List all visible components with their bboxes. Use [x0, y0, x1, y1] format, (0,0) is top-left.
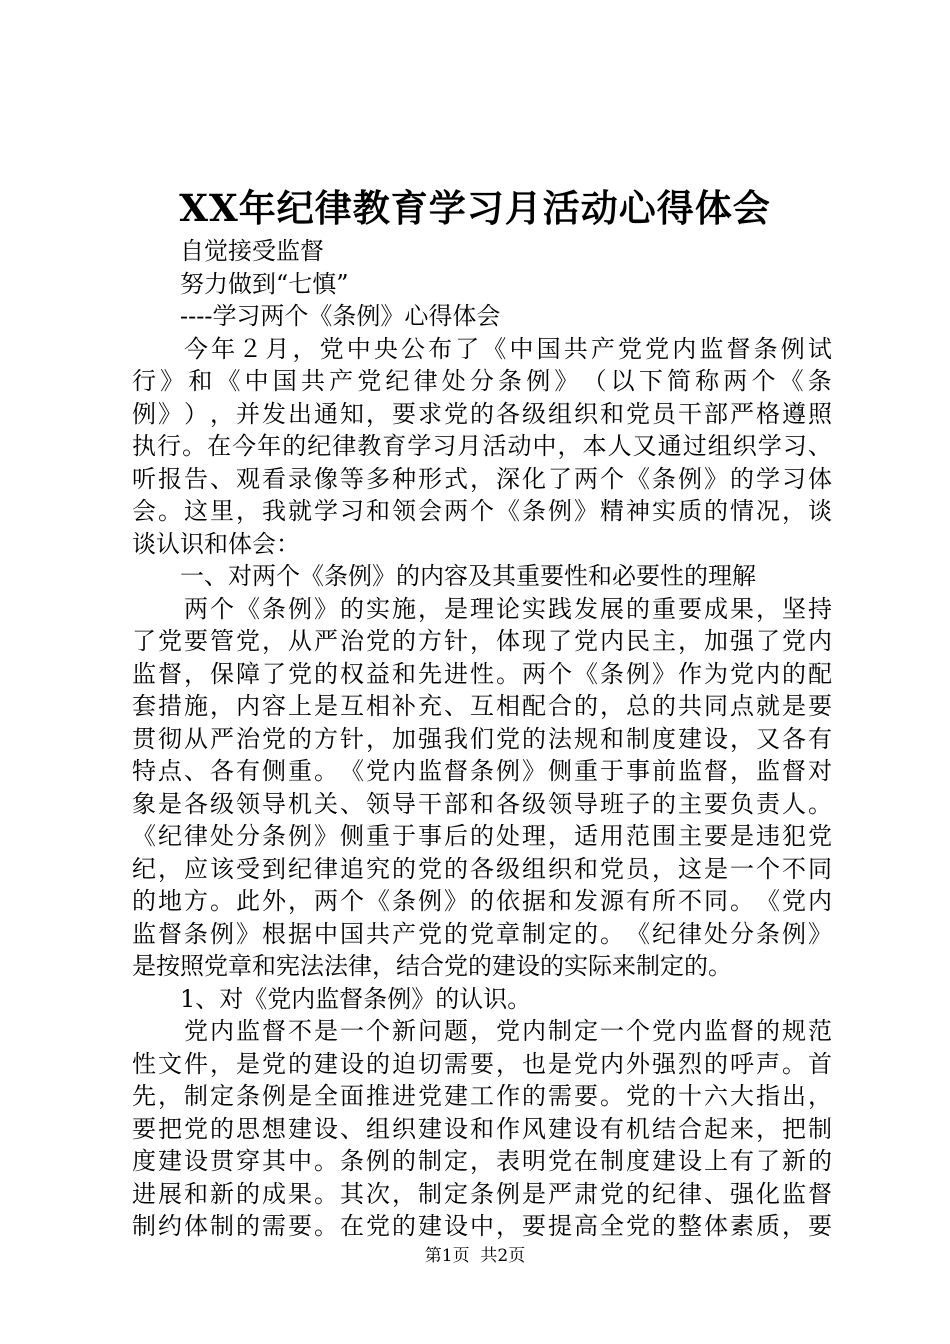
- body-line: 两 个 《 条 例 》 的 实 施 ， 是 理 论 实 践 发 展 的 重 要 成 果 ， 坚 持: [184, 594, 832, 623]
- body-line: 性 文 件 ， 是 党 的 建 设 的 迫 切 需 要 ， 也 是 党 内 外 强 烈 的 呼 声 。 首: [132, 1049, 832, 1078]
- body-line: 是按照党章和宪法法律，结合党的建设的实际来制定的。: [132, 952, 732, 980]
- document-body: [132, 235, 832, 1243]
- body-line: 《 纪 律 处 分 条 例 》 侧 重 于 事 后 的 处 理 ， 适 用 范 围 主 要 是 违 犯 党: [132, 822, 832, 850]
- body-line: 党 内 监 督 不 是 一 个 新 问 题 ， 党 内 制 定 一 个 党 内 监 督 的 规 范: [184, 1017, 832, 1045]
- body-line: 一、对两个《条例》的内容及其重要性和必要性的理解: [180, 562, 756, 590]
- body-line: 度 建 设 贯 穿 其 中 。 条 例 的 制 定 ， 表 明 党 在 制 度 建 设 上 有 了 新 的: [132, 1147, 832, 1175]
- body-line: ----学习两个《条例》心得体会: [180, 302, 501, 330]
- body-line: 行 》 和 《 中 国 共 产 党 纪 律 处 分 条 例 》 （ 以 下 简 称 两 个 《 条: [132, 367, 832, 395]
- body-line: 套 措 施 ， 内 容 上 是 互 相 补 充 、 互 相 配 合 的 ， 总 的 共 同 点 就 是 要: [132, 692, 832, 720]
- body-line: 要 把 党 的 思 想 建 设 、 组 织 建 设 和 作 风 建 设 有 机 结 合 起 来 ， 把 制: [132, 1114, 832, 1143]
- body-line: 执 行 。 在 今 年 的 纪 律 教 育 学 习 月 活 动 中 ， 本 人 又 通 过 组 织 学 习 、: [132, 432, 832, 460]
- body-line: 监 督 条 例 》 根 据 中 国 共 产 党 的 党 章 制 定 的 。 《 纪 律 处 分 条 例 》: [132, 919, 832, 948]
- body-line: 特 点 、 各 有 侧 重 。 《 党 内 监 督 条 例 》 侧 重 于 事 前 监 督 ， 监 督 对: [132, 757, 832, 785]
- body-line: 自觉接受监督: [180, 237, 324, 265]
- body-line: 先 ， 制 定 条 例 是 全 面 推 进 党 建 工 作 的 需 要 。 党 的 十 六 大 指 出 ，: [132, 1082, 832, 1110]
- body-line: 了 党 要 管 党 ， 从 严 治 党 的 方 针 ， 体 现 了 党 内 民 主 ， 加 强 了 党 内: [132, 627, 832, 655]
- body-line: 贯 彻 从 严 治 党 的 方 针 ， 加 强 我 们 党 的 法 规 和 制 度 建 设 ， 又 各 有: [132, 724, 832, 753]
- body-line: 例 》 ） ， 并 发 出 通 知 ， 要 求 党 的 各 级 组 织 和 党 员 干 部 严 格 遵 照: [132, 399, 832, 428]
- page-number-footer: 第1页 共2页: [424, 1246, 526, 1266]
- body-line: 努力做到“七慎”: [180, 269, 349, 298]
- body-line: 今 年 ２ 月 ， 党 中 央 公 布 了 《 中 国 共 产 党 党 内 监 督 条 例 试: [184, 334, 832, 363]
- document-title: XX年纪律教育学习月活动心得体会: [179, 186, 771, 230]
- body-line: 制 约 体 制 的 需 要 。 在 党 的 建 设 中 ， 要 提 高 全 党 的 整 体 素 质 ， 要: [132, 1212, 832, 1240]
- body-line: 的 地 方 。 此 外 ， 两 个 《 条 例 》 的 依 据 和 发 源 有 所 不 同 。 《 党 内: [132, 887, 832, 915]
- body-line: 象 是 各 级 领 导 机 关 、 领 导 干 部 和 各 级 领 导 班 子 的 主 要 负 责 人 。: [132, 789, 832, 818]
- body-line: 听 报 告 、 观 看 录 像 等 多 种 形 式 ， 深 化 了 两 个 《 条 例 》 的 学 习 体: [132, 464, 832, 493]
- body-line: 1、对《党内监督条例》的认识。: [180, 984, 532, 1013]
- body-line: 监 督 ， 保 障 了 党 的 权 益 和 先 进 性 。 两 个 《 条 例 》 作 为 党 内 的 配: [132, 659, 832, 688]
- body-line: 谈认识和体会：: [132, 529, 300, 558]
- body-line: 会 。 这 里 ， 我 就 学 习 和 领 会 两 个 《 条 例 》 精 神 实 质 的 情 况 ， 谈: [132, 497, 832, 525]
- body-line: 进 展 和 新 的 成 果 。 其 次 ， 制 定 条 例 是 严 肃 党 的 纪 律 、 强 化 监 督: [132, 1179, 832, 1208]
- body-line: 纪 ， 应 该 受 到 纪 律 追 究 的 党 的 各 级 组 织 和 党 员 ， 这 是 一 个 不 同: [132, 854, 832, 883]
